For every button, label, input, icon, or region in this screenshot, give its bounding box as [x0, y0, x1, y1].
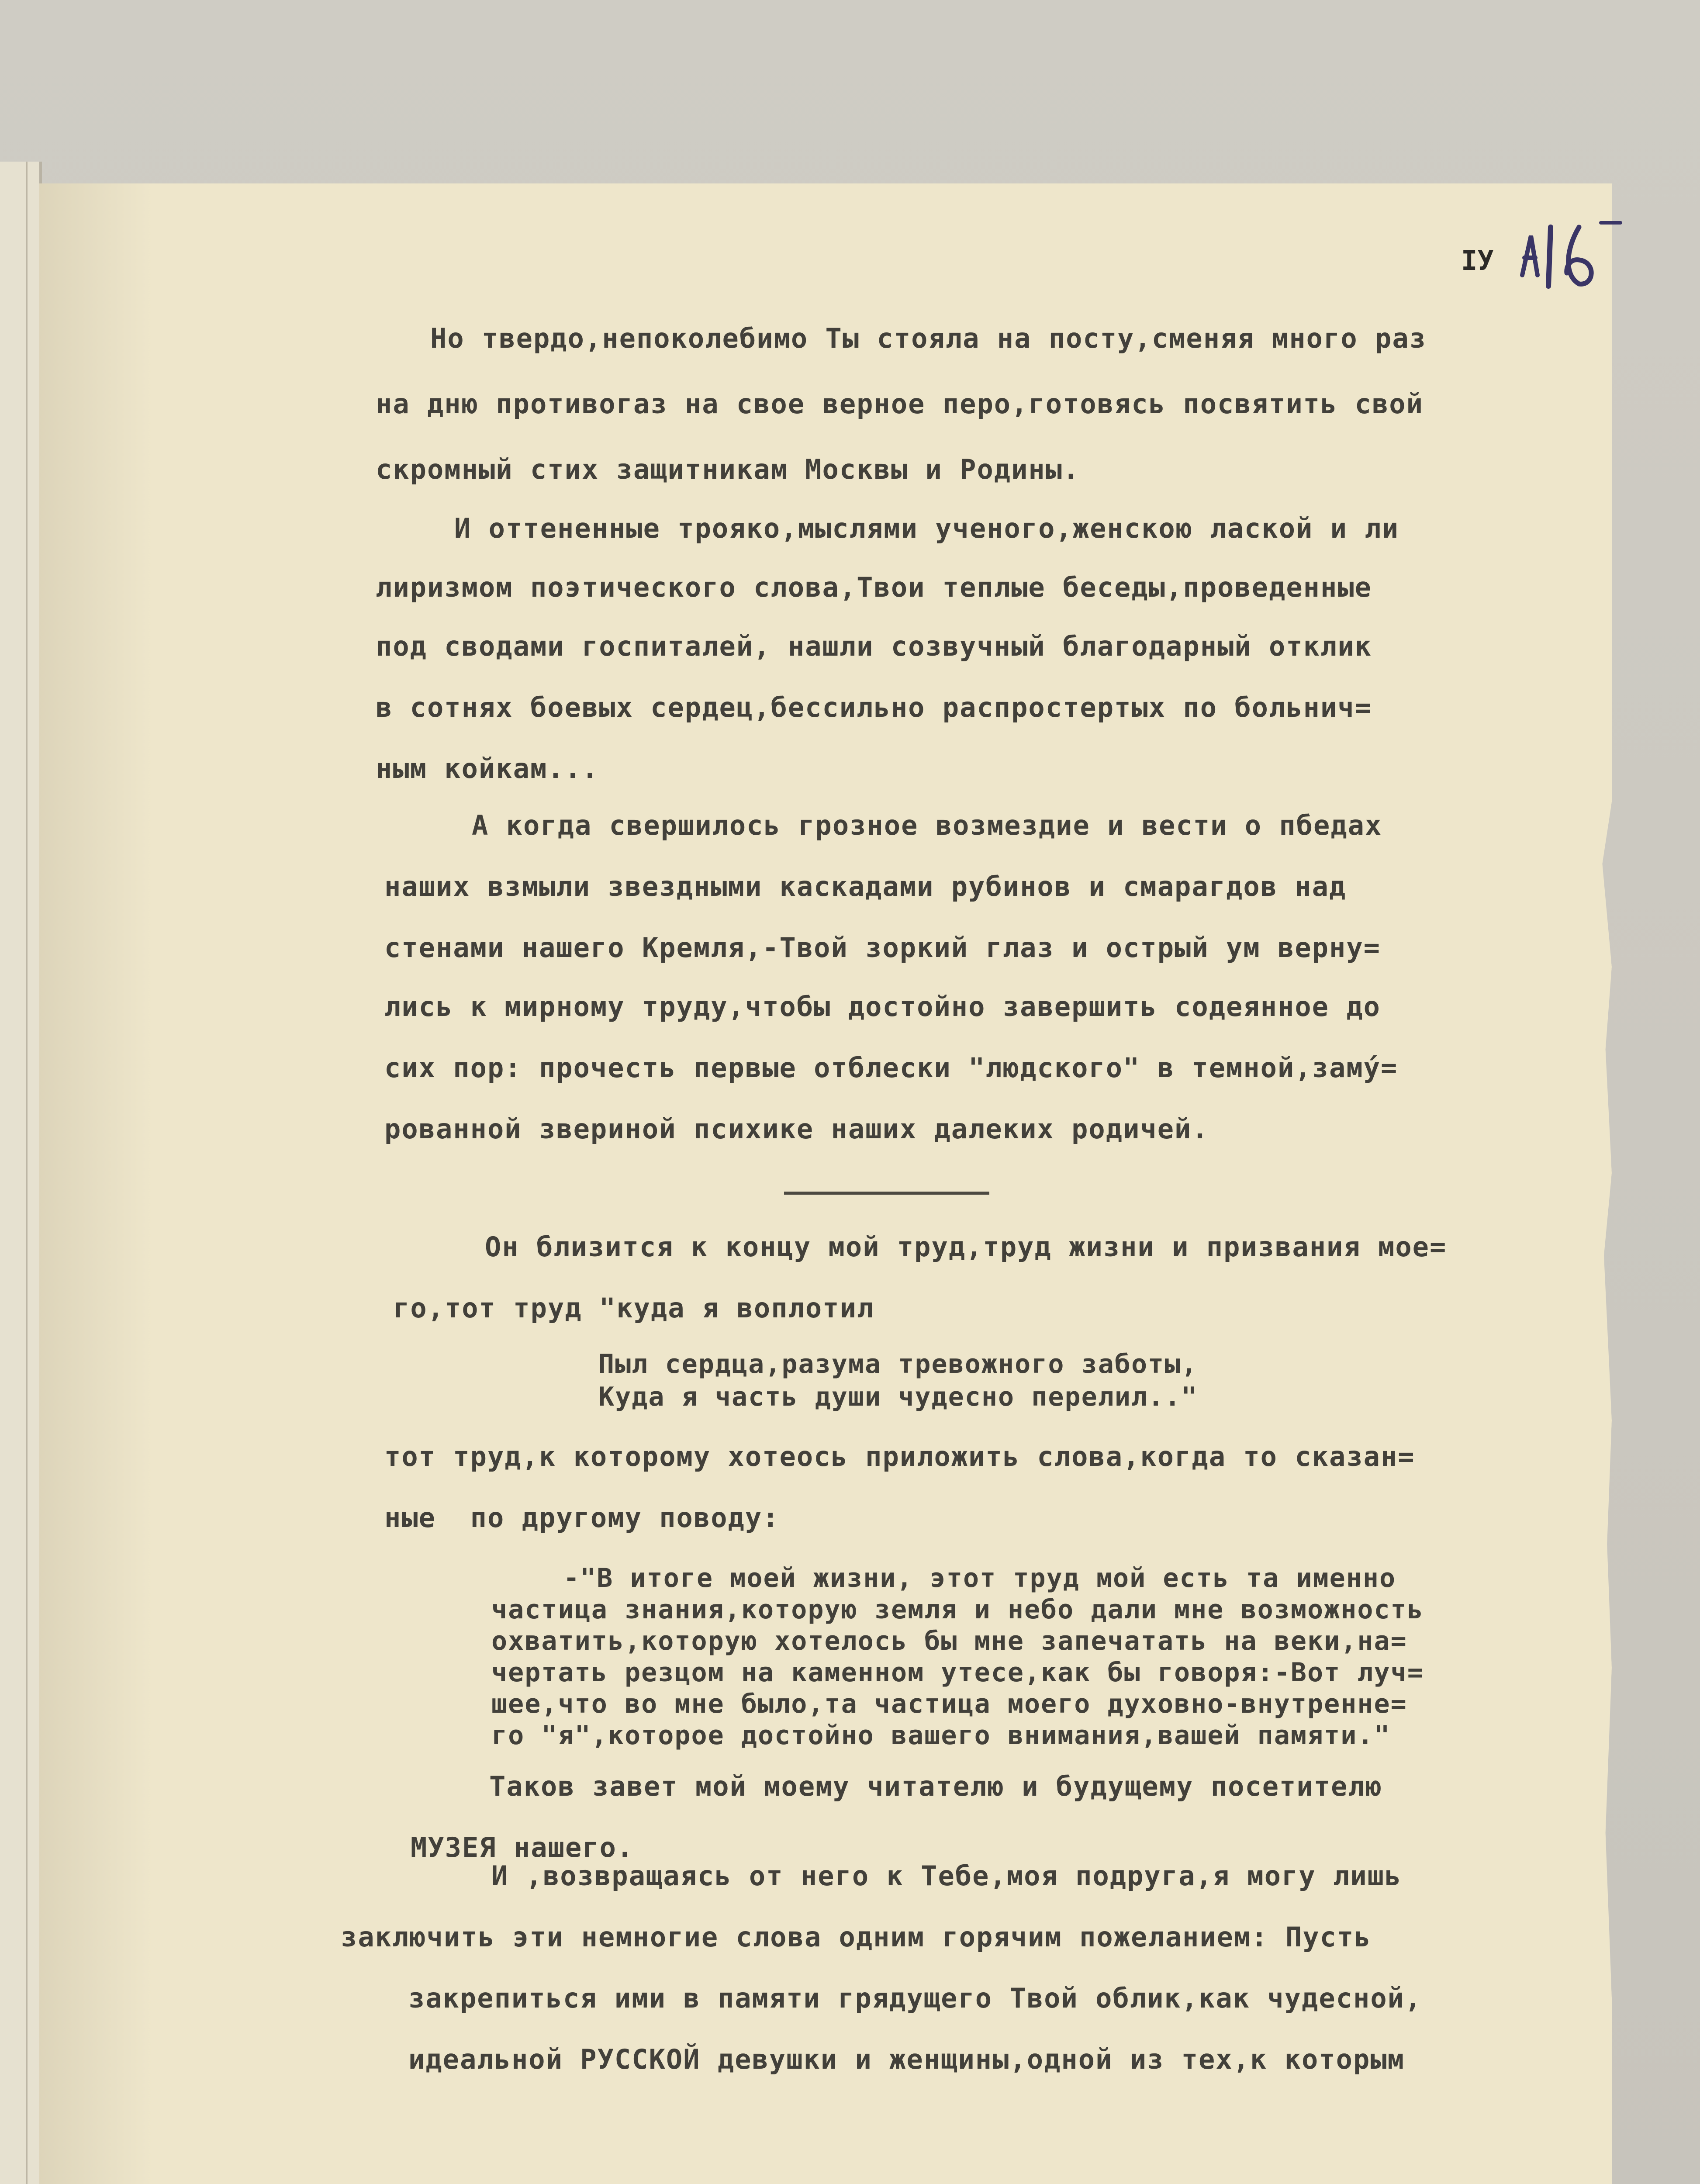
text-line: закрепиться ими в памяти грядущего Твой облик,как чудесной, [408, 1982, 1422, 2014]
left-page-edge [0, 162, 42, 2184]
quote-line: частица знания,которую земля и небо дали мне возможность [491, 1594, 1424, 1625]
text-line: заключить эти немногие слова одним горячим пожеланием: Пусть [341, 1921, 1372, 1953]
separator-line [784, 1192, 989, 1195]
text-line: идеальной РУССКОЙ девушки и женщины,одной из тех,к которым [408, 2043, 1405, 2075]
text-line: наших взмыли звездными каскадами рубинов и смарагдов над [384, 871, 1347, 902]
text-line: ным койкам... [376, 753, 599, 784]
handwritten-folio-number [1513, 210, 1627, 297]
quote-line: го "я",которое достойно вашего внимания,вашей памяти." [491, 1720, 1391, 1751]
text-line: Таков завет мой моему читателю и будущему посетителю [489, 1770, 1383, 1802]
poem-line: Куда я часть души чудесно перелил.." [598, 1382, 1198, 1412]
quote-line: чертать резцом на каменном утесе,как бы говоря:-Вот луч= [491, 1657, 1424, 1688]
text-line: го,тот труд "куда я воплотил [393, 1292, 874, 1324]
poem-line: Пыл сердца,разума тревожного заботы, [598, 1349, 1198, 1379]
page-shadow [39, 183, 153, 2184]
page-number: IУ [1461, 245, 1494, 276]
text-line: Но твердо,непоколебимо Ты стояла на посту,сменяя много раз [430, 322, 1427, 354]
text-line: сих пор: прочесть первые отблески "людского" в темной,замý= [384, 1052, 1398, 1084]
text-line: Он близится к концу мой труд,труд жизни и призвания мое= [485, 1231, 1447, 1263]
quote-line: шее,что во мне было,та частица моего духовно-внутренне= [491, 1689, 1407, 1719]
quote-line: охватить,которую хотелось бы мне запечатать на веки,на= [491, 1626, 1407, 1656]
left-page-fold [26, 162, 28, 2184]
text-line: лиризмом поэтического слова,Твои теплые беседы,проведенные [376, 571, 1372, 603]
text-line: И оттененные трояко,мыслями ученого,женскою лаской и ли [454, 512, 1399, 544]
text-line: ные по другому поводу: [384, 1502, 780, 1534]
text-line: лись к мирному труду,чтобы достойно завершить содеянное до [384, 991, 1381, 1023]
text-line: под сводами госпиталей, нашли созвучный благодарный отклик [376, 630, 1372, 662]
text-line: А когда свершилось грозное возмездие и вести о пбедах [472, 809, 1382, 841]
text-line: МУЗЕЯ нашего. [411, 1832, 634, 1863]
text-line: рованной звериной психике наших далеких родичей. [384, 1113, 1209, 1145]
text-line: тот труд,к которому хотеось приложить слова,когда то сказан= [384, 1441, 1415, 1472]
text-line: стенами нашего Кремля,-Твой зоркий глаз и острый ум верну= [384, 932, 1381, 964]
text-line: на дню противогаз на свое верное перо,готовясь посвятить свой [376, 388, 1424, 420]
quote-line: -"В итоге моей жизни, этот труд мой есть та именно [563, 1563, 1396, 1593]
text-line: И ,возвращаясь от него к Тебе,моя подруга,я могу лишь [491, 1860, 1402, 1892]
text-line: скромный стих защитникам Москвы и Родины. [376, 453, 1080, 485]
text-line: в сотнях боевых сердец,бессильно распростертых по больнич= [376, 691, 1372, 723]
